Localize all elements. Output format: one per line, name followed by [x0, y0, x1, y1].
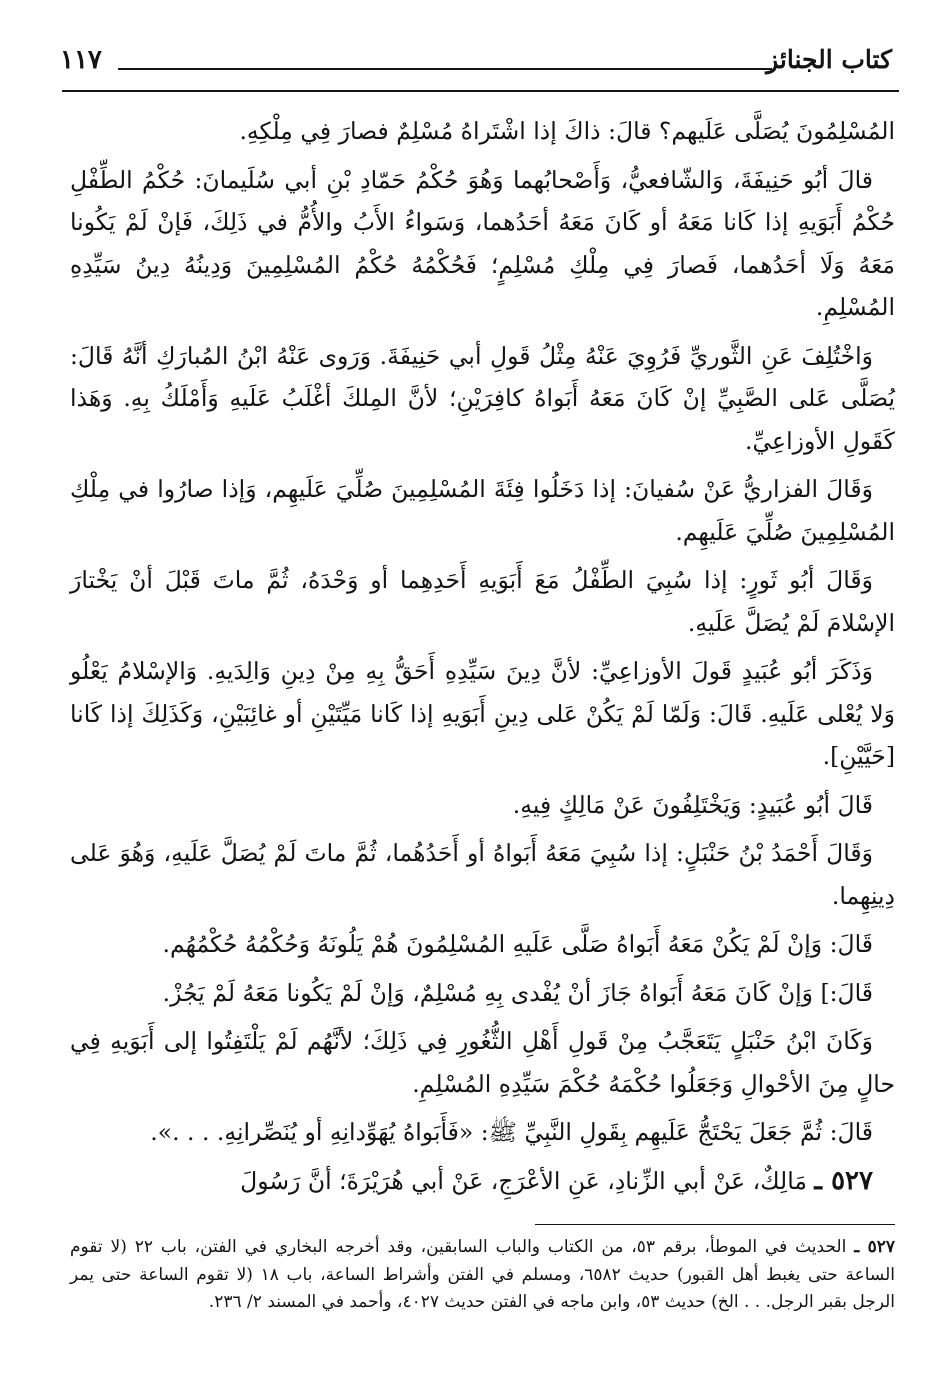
paragraph: وَكَانَ ابْنُ حَنْبَلٍ يَتَعَجَّبُ مِنْ قَولِ أَهْلِ الثُّغُورِ فِي ذَلِكَ؛ لأنَّهُم لَمْ يَلْتَفِتُوا إلى أَبَوَيهِ فِي حالٍ مِنَ الأحْوالِ وَجَعَلُوا حُكْمَهُ حُكْمَ سَيِّدِهِ المُسْلِمِ. — [70, 1027, 895, 1098]
hadith-text: مَالِكٌ، عَنْ أبي الزِّنادِ، عَنِ الأعْرَجِ، عَنْ أبي هُرَيْرَةَ؛ أنَّ رَسُولَ — [240, 1166, 807, 1195]
main-text — [70, 110, 895, 1208]
paragraph: وَقَالَ أبُو ثَورٍ: إذا سُبِيَ الطِّفْلُ مَعَ أَبَوَيهِ أَحَدِهِما أو وَحْدَهُ، ثُمَّ ماتَ قَبْلَ أنْ يَخْتارَ الإسْلامَ لَمْ يُصَلَّ عَلَيهِ. — [70, 566, 895, 637]
paragraph: قَالَ: ثُمَّ جَعَلَ يَحْتَجُّ عَلَيهِم بِقَولِ النَّبِيِّ ﷺ: «فَأَبَواهُ يُهَوِّدانِهِ أو يُنَصِّرانِهِ. . . .». — [150, 1118, 873, 1146]
paragraph: المُسْلِمُونَ يُصَلَّى عَلَيهم؟ قالَ: ذاكَ إذا اشْتَراهُ مُسْلِمٌ فصارَ فِي مِلْكِهِ. — [239, 117, 895, 145]
paragraph: قَالَ أبُو عُبَيدٍ: وَيَخْتَلِفُونَ عَنْ مَالِكٍ فِيهِ. — [512, 790, 873, 819]
paragraph: وَقَالَ أَحْمَدُ بْنُ حَنْبَلٍ: إذا سُبِيَ مَعَهُ أَبَواهُ أو أَحَدُهُما، ثُمَّ ماتَ لَمْ يُصَلَّ عَلَيهِ، وَهُوَ عَلى دِينِهِما. — [70, 839, 895, 910]
footnote-text: الحديث في الموطأ، برقم ٥٣، من الكتاب والباب السابقين، وقد أخرجه البخاري في الفتن، باب ٢٢ (لا تقوم الساعة حتى يغبط أهل القبور) حديث ٦٥٨٢، ومسلم في الفتن وأشراط الساعة، باب ١٨ (لا تقوم الساعة حتى يمر الرجل بقبر الرجل. . . الخ) حديث ٥٣، وابن ماجه في الفتن حديث ٤٠٢٧، وأحمد في المسند ٢/ ٢٣٦. — [70, 1237, 895, 1312]
paragraph: قالَ أبُو حَنِيفَةَ، وَالشّافعيُّ، وَأَصْحابُهما وَهُوَ حُكْمُ حَمّادِ بْنِ أبي سُلَيمانَ: حُكْمُ الطِّفْلِ حُكْمُ أَبَوَيهِ إذا كَانا مَعَهُ أو كَانَ مَعَهُ أحَدُهما، وَسَواءُ الأَبُ والأُمُّ في ذَلِكَ، فَإنْ لَمْ يَكُونا مَعَهُ وَلَا أحَدُهما، فَصارَ فِي مِلْكِ مُسْلِمٍ؛ فَحُكْمُهُ حُكْمُ المُسْلِمِينَ وَدِينُهُ دِينُ سَيِّدِهِ المُسْلِمِ. — [70, 165, 895, 321]
paragraph: وَقَالَ الفزاريُّ عَنْ سُفيانَ: إذا دَخَلُوا فِئَةَ المُسْلِمِينَ صُلِّيَ عَلَيهِم، وَإذا صارُوا في مِلْكِ المُسْلِمِينَ صُلِّيَ عَلَيهِم. — [70, 475, 895, 546]
hadith-paragraph — [70, 1160, 895, 1203]
paragraph: قَالَ: وَإنْ لَمْ يَكُنْ مَعَهُ أَبَواهُ صَلَّى عَلَيهِ المُسْلِمُونَ هُمْ يَلُونَهُ وَحُكْمُهُ حُكْمُهُم. — [162, 930, 873, 958]
page-number: ١١٧ — [60, 45, 102, 75]
footnote — [70, 1234, 895, 1317]
header-dash-line — [118, 68, 772, 70]
paragraph: وَاخْتُلِفَ عَنِ الثَّوريِّ فَرُوِيَ عَنْهُ مِثْلُ قَولِ أبي حَنِيفَةَ. وَرَوى عَنْهُ ابْنُ المُبارَكِ أنَّهُ قَالَ: يُصَلَّى عَلى الصَّبِيِّ إنْ كَانَ مَعَهُ أَبَواهُ كافِرَيْنِ؛ لأنَّ المِلكَ أغْلَبُ عَلَيهِ وَأَمْلَكُ بِهِ. وَهَذا كَقَولِ الأوزاعِيِّ. — [70, 341, 895, 455]
running-header — [60, 40, 892, 80]
header-rule — [62, 90, 899, 92]
paragraph: وَذَكَرَ أبُو عُبَيدٍ قَولَ الأوزاعِيِّ: لأنَّ دِينَ سَيِّدِهِ أَحَقُّ بِهِ مِنْ دِينِ وَالِدَيهِ. وَالإسْلامُ يَعْلُو وَلا يُعْلى عَلَيهِ. قَالَ: وَلَمّا لَمْ يَكُنْ عَلى دِينِ أَبَوَيهِ إذا كَانا مَيِّتَيْنِ أو غائِبَيْنِ، وَكَذَلِكَ إذا كَانا [حَيَّيْنِ]. — [70, 657, 895, 770]
paragraph: قَالَ:] وَإنْ كَانَ مَعَهُ أَبَواهُ جَازَ أنْ يُفْدى بِهِ مُسْلِمٌ، وَإنْ لَمْ يَكُونا مَعَهُ لَمْ يَجُزْ. — [162, 978, 873, 1007]
footnote-rule — [535, 1224, 895, 1225]
chapter-title: كتاب الجنائز — [766, 45, 892, 74]
footnote-number: ٥٢٧ ـ — [854, 1237, 896, 1257]
hadith-number: ٥٢٧ ـ — [814, 1165, 873, 1196]
footnotes — [70, 1234, 895, 1317]
